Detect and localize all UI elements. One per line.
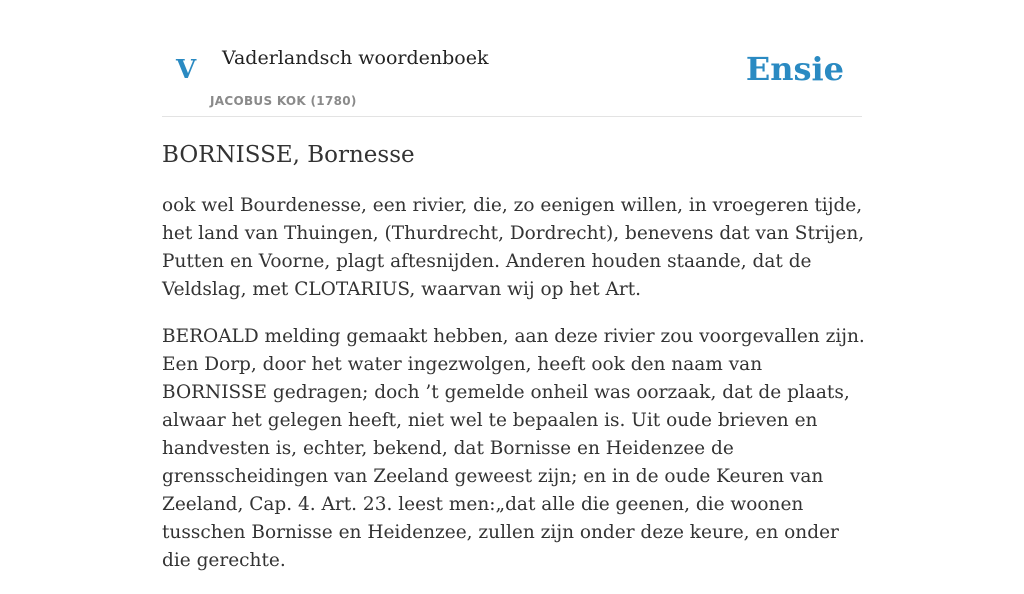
entry-paragraph: ook wel Bourdenesse, een rivier, die, zo eenigen willen, in vroegeren tijde, het land van Thuingen, (Thurdrecht, Dordrecht), benevens dat van Strijen, Putten en Voorne, plagt aftesnijden. Anderen houden staande, dat de Veldslag, met CLOTARIUS, waarvan wij op het Art. <box>162 195 865 300</box>
header <box>162 0 862 117</box>
entry-body <box>162 192 867 594</box>
entry-paragraph: BEROALD melding gemaakt hebben, aan deze rivier zou voorgevallen zijn. Een Dorp, door het water ingezwolgen, heeft ook den naam van BORNISSE gedragen; doch ’t gemelde onheil was oorzaak, dat de plaats, alwaar het gelegen heeft, niet wel te bepaalen is. Uit oude brieven en handvesten is, echter, bekend, dat Bornisse en Heidenzee de grensscheidingen van Zeeland geweest zijn; en in de oude Keuren van Zeeland, Cap. 4. Art. 23. leest men:„dat alle die geenen, die woonen tusschen Bornisse en Heidenzee, zullen zijn onder deze keure, en onder die gerechte. <box>162 326 865 571</box>
entry-title: BORNISSE, Bornesse <box>162 142 415 168</box>
book-author: JACOBUS KOK (1780) <box>210 94 357 108</box>
book-title[interactable]: Vaderlandsch woordenboek <box>222 47 489 69</box>
letter-badge[interactable]: V <box>176 55 197 85</box>
brand-logo[interactable]: Ensie <box>745 50 844 88</box>
